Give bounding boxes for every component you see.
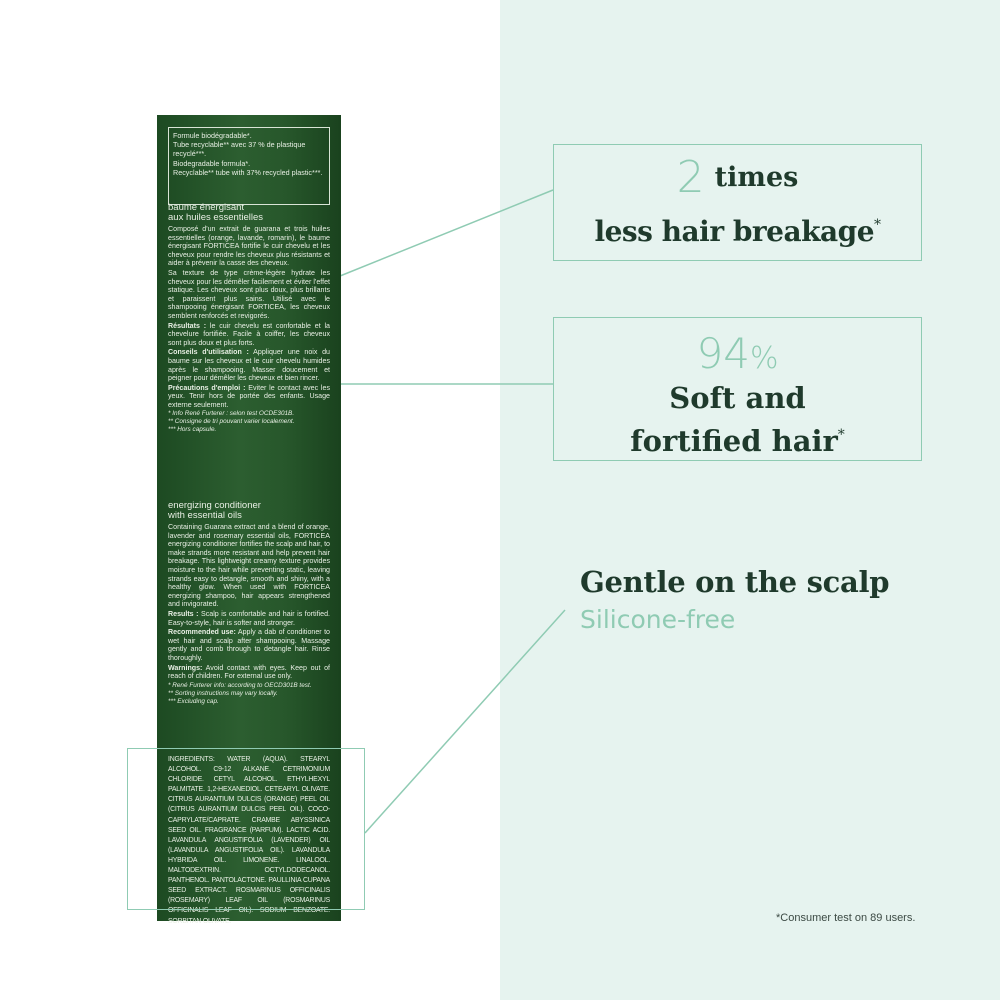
breakage-asterisk: *	[874, 217, 881, 233]
en-warnings-label: Warnings:	[168, 663, 203, 672]
fr-paragraph: Sa texture de type crème-légère hydrate les cheveux pour les démêler facilement et éviter l'effet statique. Les cheveux sont plus doux, plus brillants et paraissent plus sains. Utilisé avec le shampooing énergisant FORTICEA, les cheveux semblent renforcés et revigorés.	[168, 268, 330, 320]
consumer-test-footnote: *Consumer test on 89 users.	[776, 912, 916, 924]
eco-line: Formule biodégradable*.	[173, 131, 252, 140]
breakage-callout	[553, 144, 922, 261]
fr-results-label: Résultats :	[168, 321, 207, 330]
scalp-title: Gentle on the scalp	[580, 565, 890, 599]
fr-usage	[168, 348, 330, 382]
breakage-number: 2	[676, 152, 705, 203]
eco-info-box	[168, 127, 330, 205]
fr-note: *** Hors capsule.	[168, 426, 217, 434]
fr-warnings	[168, 384, 330, 410]
en-note: ** Sorting instructions may vary locally.	[168, 689, 278, 697]
silicone-free-label: Silicone-free	[580, 605, 736, 634]
fr-warnings-text: Eviter le contact avec les yeux. Tenir hors de portée des enfants. Usage externe seulement.	[168, 383, 331, 409]
eco-line: Biodegradable formula*.	[173, 158, 251, 168]
leader-line-scalp	[365, 610, 565, 833]
en-warnings-text: Avoid contact with eyes. Keep out of reach of children. For external use only.	[168, 663, 330, 681]
fr-usage-text: Appliquer une noix du baume sur les cheveux et le cuir chevelu humides après le shampooing. Masser doucement et peigner pour démêler les cheveux et bien rincer.	[168, 348, 330, 383]
en-note: *** Excluding cap.	[168, 697, 219, 705]
soft-percentage	[554, 330, 921, 383]
fr-note: * Info René Furterer : selon test OCDE301B.	[168, 410, 295, 418]
leader-line-breakage	[340, 190, 553, 276]
fr-paragraph: Composé d'un extrait de guarana et trois huiles essentielles (orange, lavande, romarin), le baume énergisant FORTICEA fortifie le cuir chevelu et les cheveux pour rendre les cheveux plus résistants et aider à prévenir la casse des cheveux.	[168, 225, 330, 268]
en-results-text: Scalp is comfortable and hair is fortified. Easy-to-style, hair is softer and stronger.	[168, 609, 330, 627]
soft-hair-callout	[553, 317, 922, 461]
percent-sign: %	[749, 341, 779, 376]
fr-title-line1: baume énergisant	[168, 202, 245, 213]
en-title-line1: energizing conditioner	[168, 500, 261, 511]
en-usage-text: Apply a dab of conditioner to wet hair and scalp after shampooing. Massage gently and comb through to detangle hair. Rinse thoroughly.	[168, 628, 330, 662]
fr-results-text: le cuir chevelu est confortable et la chevelure fortifiée. Facile à coiffer, les cheveux sont plus doux et plus forts.	[168, 321, 331, 347]
eco-line: Recyclable** tube with 37% recycled plastic***.	[173, 167, 323, 177]
soft-line1: Soft and	[669, 381, 806, 415]
breakage-number-row	[554, 153, 921, 203]
fr-title-line2: aux huiles essentielles	[168, 211, 264, 223]
soft-line2-row	[554, 417, 921, 459]
ingredients-highlight-frame	[127, 748, 365, 910]
eco-line: Tube recyclable** avec 37 % de plastique recyclé***.	[173, 140, 306, 159]
breakage-text: less hair breakage	[594, 215, 875, 248]
english-description	[168, 501, 330, 706]
soft-number: 94	[696, 329, 750, 378]
en-note: * René Furterer info: according to OECD301B test.	[168, 681, 312, 689]
soft-asterisk: *	[837, 427, 845, 443]
ingredients-list: INGREDIENTS: WATER (AQUA). STEARYL ALCOHOL. C9-12 ALKANE. CETRIMONIUM CHLORIDE. CETYL ALCOHOL. ETHYLHEXYL PALMITATE. 1,2-HEXANEDIOL. CETEARYL OLIVATE. CITRUS AURANTIUM DULCIS (ORANGE) PEEL OIL (CITRUS AURANTIUM DULCIS PEEL OIL). COCO-CAPRYLATE/CAPRATE. CRAMBE ABYSSINICA SEED OIL. FRAGRANCE (PARFUM). LACTIC ACID. LAVANDULA ANGUSTIFOLIA (LAVENDER) OIL (LAVANDULA ANGUSTIFOLIA OIL). LAVANDULA HYBRIDA OIL. LIMONENE. LINALOOL. MALTODEXTRIN. OCTYLDODECANOL. PANTHENOL. PANTOLACTONE. PAULLINIA CUPANA SEED EXTRACT. ROSMARINUS OFFICINALIS (ROSEMARY) LEAF OIL (ROSMARINUS OFFICINALIS LEAF OIL). SODIUM BENZOATE. SORBITAN OLIVATE.	[168, 756, 330, 925]
fr-results	[168, 322, 330, 348]
fr-usage-label: Conseils d'utilisation :	[168, 348, 249, 357]
soft-line2: fortified hair	[630, 424, 838, 458]
en-title-line2: with essential oils	[168, 509, 242, 521]
en-usage-label: Recommended use:	[168, 628, 236, 637]
french-description	[168, 203, 330, 434]
en-results	[168, 610, 330, 627]
fr-note: ** Consigne de tri pouvant varier localement.	[168, 418, 295, 426]
en-warnings	[168, 664, 330, 681]
en-usage	[168, 628, 330, 662]
en-results-label: Results :	[168, 609, 199, 618]
fr-warnings-label: Précautions d'emploi :	[168, 383, 246, 392]
breakage-unit: times	[714, 162, 799, 193]
en-paragraph: Containing Guarana extract and a blend of orange, lavender and rosemary essential oils, FORTICEA energizing conditioner fortifies the scalp and hair, to make strands more resistant and help prevent hair breakage. This lightweight creamy texture provides moisture to the hair while preventing static, leaving strands easy to detangle, smooth and shiny, with a healthy glow. When used with FORTICEA energizing shampoo, hair appears strengthened and invigorated.	[168, 523, 330, 609]
breakage-text-row	[554, 207, 921, 250]
